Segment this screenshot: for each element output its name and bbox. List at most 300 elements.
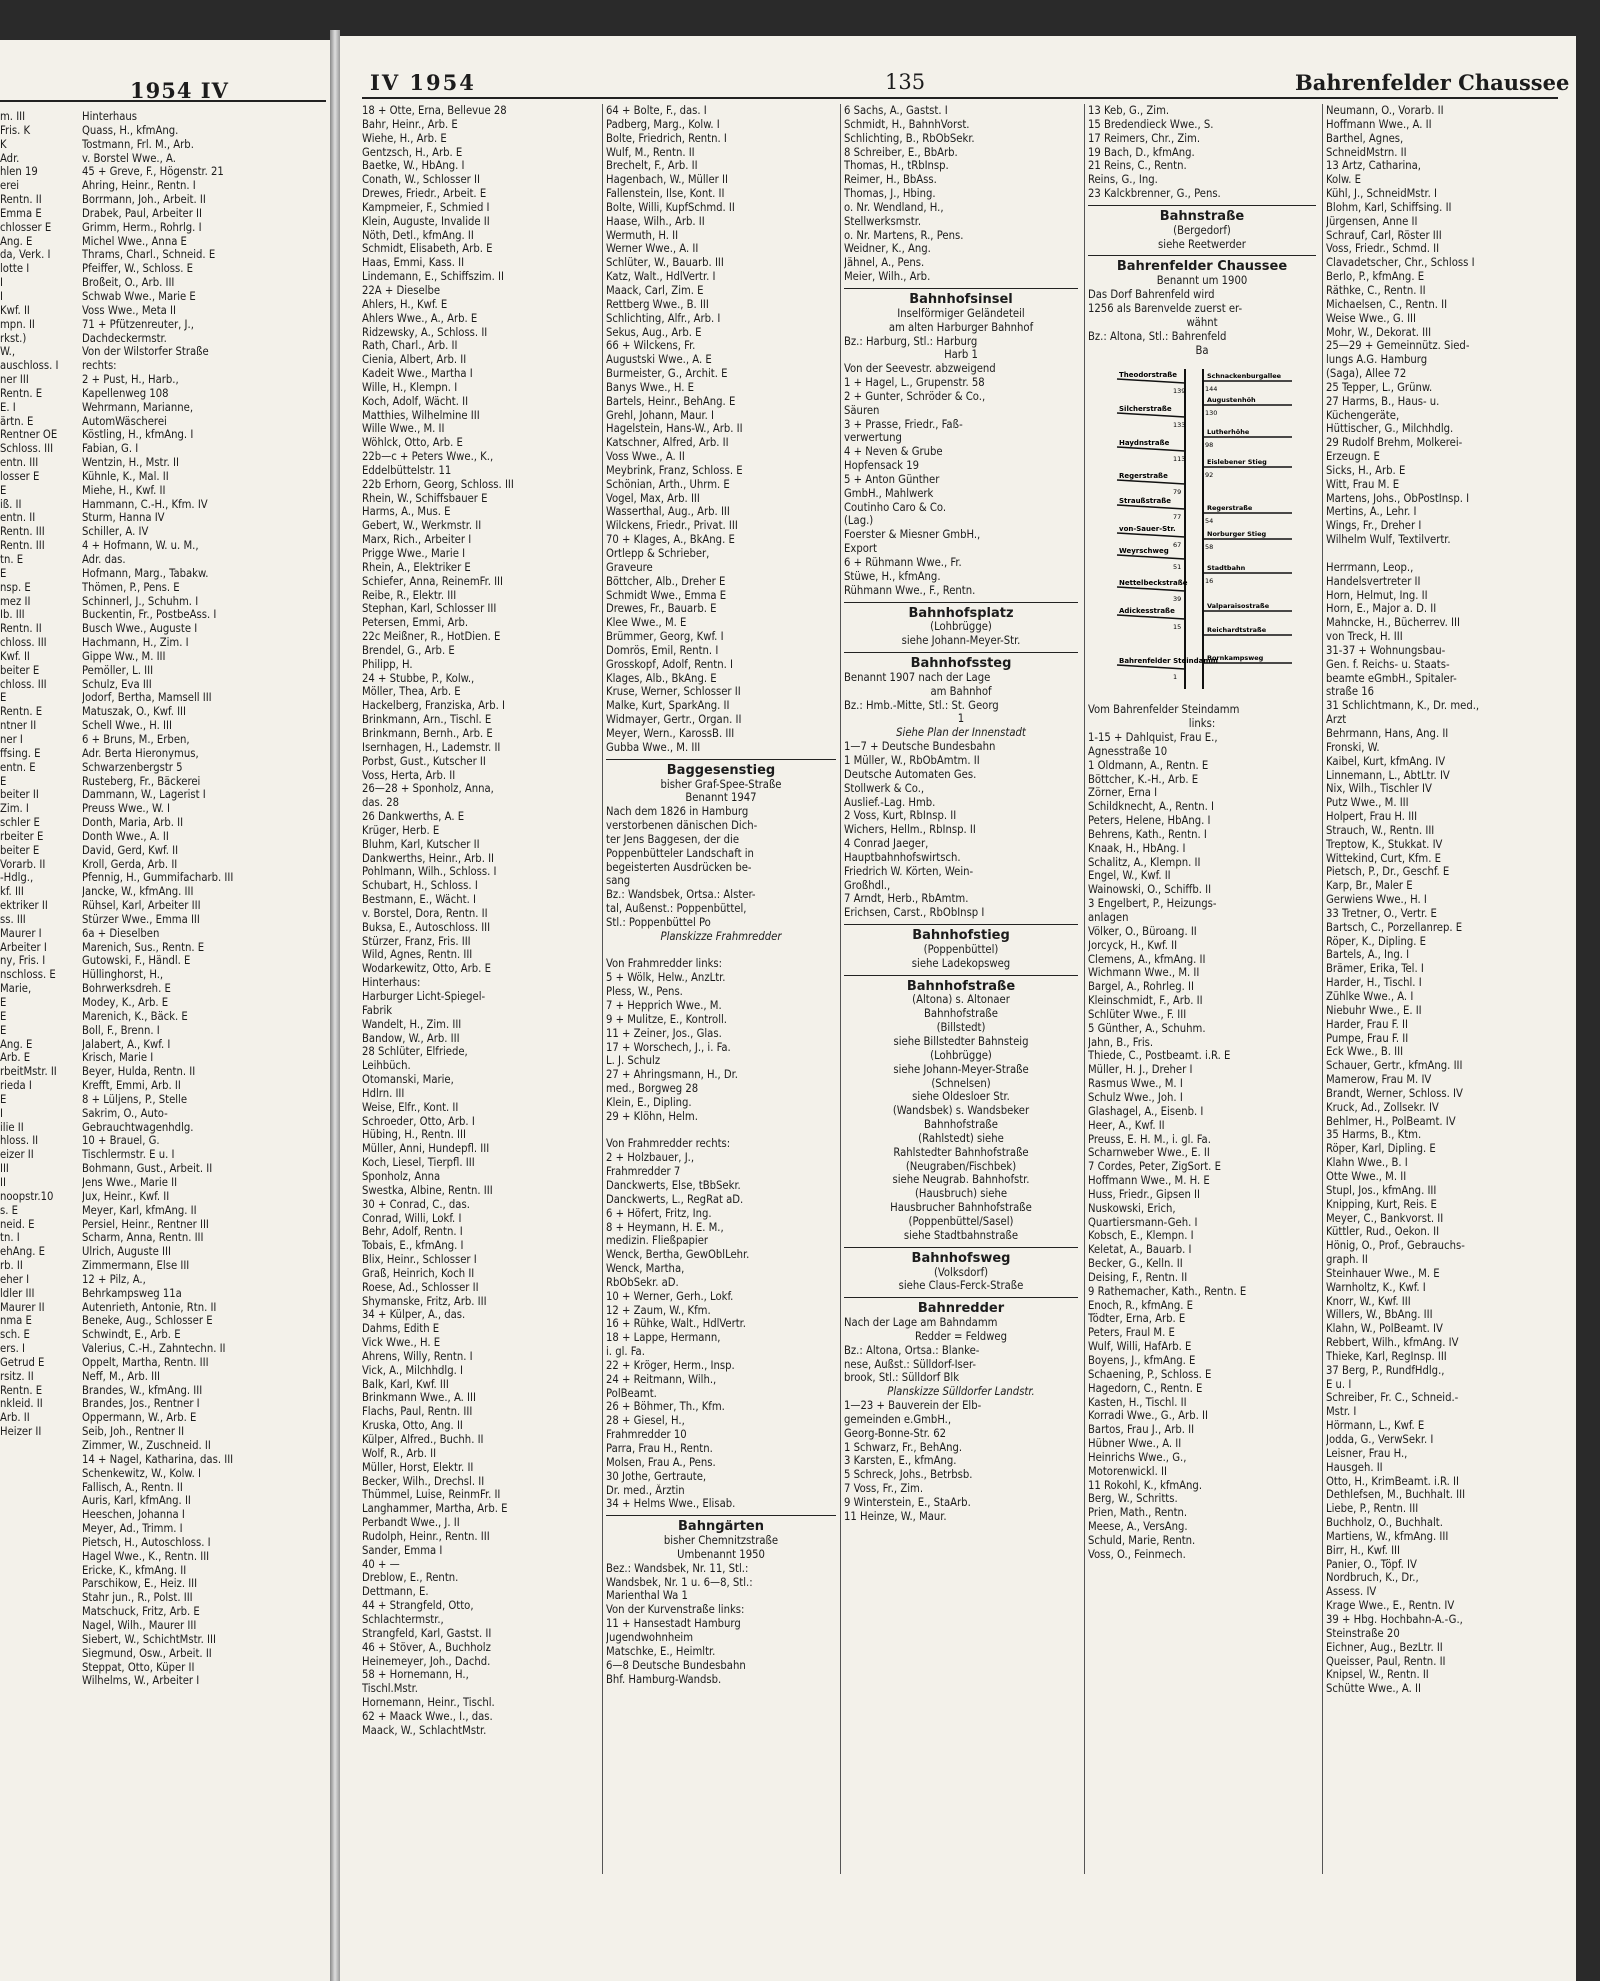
directory-entry: Brendel, G., Arb. E bbox=[362, 643, 455, 657]
directory-entry: 8 Schreiber, E., BbArb. bbox=[844, 145, 958, 159]
directory-entry: Schiefer, Anna, ReinemFr. III bbox=[362, 574, 503, 588]
directory-entry: Balk, Karl, Kwf. III bbox=[362, 1377, 449, 1391]
street-heading: Bahrenfelder Chaussee bbox=[1116, 259, 1288, 275]
directory-entry: Oppermann, W., Arb. E bbox=[82, 1411, 197, 1425]
directory-entry: 4 + Neven & Grube bbox=[844, 445, 943, 459]
directory-entry: Becker, Wilh., Drechsl. II bbox=[362, 1474, 485, 1488]
directory-entry: Klahn, W., PolBeamt. IV bbox=[1326, 1322, 1443, 1336]
directory-entry: Ang. E bbox=[0, 234, 33, 248]
directory-entry: Bandow, W., Arb. III bbox=[362, 1031, 460, 1045]
directory-entry: Broßeit, O., Arb. III bbox=[82, 276, 175, 290]
directory-entry: Matschuck, Fritz, Arb. E bbox=[82, 1605, 200, 1619]
directory-entry: Domrös, Emil, Rentn. I bbox=[606, 643, 719, 657]
directory-entry: Hammann, C.-H., Kfm. IV bbox=[82, 497, 208, 511]
directory-entry: Schlüter Wwe., F. III bbox=[1088, 1007, 1187, 1021]
directory-entry: E bbox=[0, 566, 7, 580]
section-rule bbox=[606, 759, 836, 760]
directory-entry: 24 + Reitmann, Wilh., bbox=[606, 1372, 717, 1386]
directory-entry: Keletat, A., Bauarb. I bbox=[1088, 1243, 1192, 1257]
directory-entry: Leihbüch. bbox=[362, 1059, 411, 1073]
directory-entry: Hdlrn. III bbox=[362, 1086, 405, 1100]
map-house-number: 79 bbox=[1173, 488, 1182, 497]
section-rule bbox=[844, 1247, 1078, 1248]
directory-entry: Malke, Kurt, SparkAng. II bbox=[606, 699, 730, 713]
directory-entry: Mstr. I bbox=[1326, 1405, 1357, 1419]
directory-entry: W., bbox=[0, 345, 16, 359]
directory-entry: ärtn. E bbox=[0, 414, 34, 428]
directory-entry: 22 + Kröger, Herm., Insp. bbox=[606, 1358, 735, 1372]
directory-entry: Rhein, A., Elektriker E bbox=[362, 560, 471, 574]
directory-entry: Jodda, G., VerwSekr. I bbox=[1326, 1433, 1434, 1446]
street-note: siehe Ladekopsweg bbox=[911, 956, 1011, 970]
directory-entry: Kapellenweg 108 bbox=[82, 386, 169, 400]
section-rule bbox=[844, 1297, 1078, 1298]
side-street-line bbox=[1117, 665, 1185, 669]
directory-entry: Brümmer, Georg, Kwf. I bbox=[606, 630, 724, 644]
directory-entry: Hörmann, L., Kwf. E bbox=[1326, 1419, 1425, 1433]
directory-entry: Wehrmann, Marianne, bbox=[82, 400, 194, 414]
directory-entry: Nach der Lage am Bahndamm bbox=[844, 1316, 998, 1330]
directory-entry: Dettmann, E. bbox=[362, 1585, 429, 1599]
directory-entry: Meyer, C., Bankvorst. II bbox=[1326, 1211, 1444, 1225]
directory-entry: Ridzewsky, A., Schloss. II bbox=[362, 325, 488, 339]
directory-entry: rieda I bbox=[0, 1079, 32, 1093]
street-heading: Bahnhofsinsel bbox=[909, 291, 1013, 307]
directory-entry: 6 + Rühmann Wwe., Fr. bbox=[844, 556, 962, 569]
map-street-label: Lutherhöhe bbox=[1207, 428, 1250, 437]
map-house-number: 67 bbox=[1173, 541, 1182, 550]
directory-entry: Kühnle, K., Mal. II bbox=[82, 469, 169, 483]
directory-entry: brook, Stl.: Sülldorf Blk bbox=[844, 1371, 960, 1385]
directory-entry: da, Verk. I bbox=[0, 248, 51, 262]
directory-entry: Bolte, Willi, KupfSchmd. II bbox=[606, 200, 735, 214]
directory-entry: s. E bbox=[0, 1203, 18, 1217]
directory-entry: Voss, O., Feinmech. bbox=[1088, 1547, 1186, 1561]
directory-entry: Wille Wwe., M. II bbox=[362, 422, 445, 436]
directory-entry: 5 Günther, A., Schuhm. bbox=[1088, 1021, 1206, 1035]
directory-entry: 14 + Nagel, Katharina, das. III bbox=[82, 1452, 234, 1466]
directory-entry: Adr. Berta Hieronymus, bbox=[82, 746, 199, 760]
directory-entry: Getrud E bbox=[0, 1355, 45, 1369]
directory-entry: v. Borstel, Dora, Rentn. II bbox=[362, 906, 488, 920]
directory-entry: Baetke, W., HbAng. I bbox=[362, 159, 465, 173]
directory-entry: Reibe, R., Elektr. III bbox=[362, 588, 457, 602]
directory-entry: Scharnweber Wwe., E. II bbox=[1088, 1146, 1210, 1160]
map-house-number: 77 bbox=[1173, 513, 1182, 522]
directory-entry: Frahmredder 7 bbox=[606, 1165, 681, 1179]
directory-entry: Katschner, Alfred, Arb. II bbox=[606, 436, 729, 450]
directory-entry: Bargel, A., Rohrleg. II bbox=[1088, 980, 1194, 994]
directory-entry: Thieke, Karl, RegInsp. III bbox=[1326, 1349, 1447, 1363]
directory-entry: Dankwerths, Heinr., Arb. II bbox=[362, 851, 495, 865]
directory-entry: Wilhelms, W., Arbeiter I bbox=[82, 1674, 200, 1688]
directory-entry: Thömen, P., Pens. E bbox=[82, 580, 180, 594]
directory-entry: Brechelt, F., Arb. II bbox=[606, 159, 698, 173]
directory-entry: Schubart, H., Schloss. I bbox=[362, 879, 478, 893]
directory-entry: Rasmus Wwe., M. I bbox=[1088, 1077, 1183, 1091]
directory-entry: Hübing, H., Rentn. III bbox=[362, 1128, 466, 1142]
directory-entry: Tischl.Mstr. bbox=[362, 1682, 418, 1696]
directory-entry bbox=[1326, 547, 1558, 561]
directory-entry: Scharm, Anna, Rentn. III bbox=[82, 1231, 204, 1245]
directory-entry: 22b—c + Peters Wwe., K., bbox=[362, 450, 494, 464]
map-street-label: Bahrenfelder Steindamm bbox=[1119, 657, 1218, 666]
directory-entry: Brandes, W., kfmAng. III bbox=[82, 1383, 203, 1397]
directory-entry: Bz.: Hmb.-Mitte, Stl.: St. Georg bbox=[844, 698, 999, 712]
directory-entry: 28 Schlüter, Elfriede, bbox=[362, 1045, 468, 1059]
section-rule bbox=[1088, 205, 1316, 206]
directory-entry: Conath, W., Schlosser II bbox=[362, 173, 480, 187]
directory-entry: Mamerow, Frau M. IV bbox=[1326, 1073, 1432, 1087]
directory-entry: Auris, Karl, kfmAng. II bbox=[82, 1494, 191, 1508]
directory-entry: Thiede, C., Postbeamt. i.R. E bbox=[1088, 1049, 1231, 1063]
directory-entry: Karp, Br., Maler E bbox=[1326, 879, 1413, 893]
directory-entry: Dachdeckermstr. bbox=[82, 331, 167, 345]
directory-entry: Zimmer, W., Zuschneid. II bbox=[82, 1439, 211, 1452]
directory-column-1 bbox=[362, 104, 597, 1738]
directory-entry: Schell Wwe., H. III bbox=[82, 719, 172, 733]
directory-entry: Thrams, Charl., Schneid. E bbox=[82, 248, 216, 262]
street-heading: Bahnhofstraße bbox=[906, 978, 1016, 994]
directory-entry: begeisterten Ausdrücken be- bbox=[606, 860, 752, 874]
directory-entry: Fallisch, A., Rentn. II bbox=[82, 1480, 183, 1494]
directory-entry: 33 Tretner, O., Vertr. E bbox=[1326, 906, 1437, 920]
directory-entry: Behrmann, Hans, Ang. II bbox=[1326, 726, 1449, 740]
directory-entry: Beyer, Hulda, Rentn. II bbox=[82, 1065, 196, 1079]
directory-entry: Fabian, G. I bbox=[82, 442, 139, 456]
directory-entry: Arbeiter I bbox=[0, 940, 47, 954]
directory-entry: K bbox=[0, 137, 7, 151]
directory-entry: Brandt, Werner, Schloss. IV bbox=[1326, 1086, 1463, 1100]
directory-entry: Rentn. III bbox=[0, 525, 45, 539]
directory-entry: Conrad, Willi, Lokf. I bbox=[362, 1211, 462, 1225]
directory-entry: 9 + Mulitze, E., Kontroll. bbox=[606, 1012, 728, 1026]
directory-entry: 26 Dankwerths, A. E bbox=[362, 810, 465, 824]
directory-entry: Rühsel, Karl, Arbeiter III bbox=[82, 899, 201, 913]
directory-entry: Jürgensen, Anne II bbox=[1326, 214, 1418, 228]
directory-entry: Schlichting, B., RbObSekr. bbox=[844, 131, 975, 145]
directory-entry: o. Nr. Wendland, H., bbox=[844, 200, 944, 214]
directory-entry: Emma E bbox=[0, 206, 42, 220]
directory-entry: Eichner, Aug., BezLtr. II bbox=[1326, 1640, 1443, 1654]
directory-entry: Kruska, Otto, Ang. II bbox=[362, 1419, 463, 1433]
directory-entry: Siebert, W., SchichtMstr. III bbox=[82, 1632, 216, 1646]
directory-entry: 17 + Worschech, J., i. Fa. bbox=[606, 1040, 731, 1054]
directory-entry: Peters, Fraul M. E bbox=[1088, 1326, 1175, 1340]
directory-entry: Schroeder, Otto, Arb. I bbox=[362, 1114, 475, 1128]
directory-entry: Fronski, W. bbox=[1326, 740, 1380, 754]
directory-entry: mez II bbox=[0, 594, 31, 608]
directory-entry: Graß, Heinrich, Koch II bbox=[362, 1266, 475, 1280]
directory-entry: Horn, Helmut, Ing. II bbox=[1326, 588, 1428, 602]
directory-entry: Ahlers Wwe., A., Arb. E bbox=[362, 311, 478, 325]
directory-entry: Wandelt, H., Zim. III bbox=[362, 1017, 462, 1031]
directory-entry: Oppelt, Martha, Rentn. III bbox=[82, 1355, 209, 1369]
directory-entry: ldler III bbox=[0, 1286, 35, 1300]
directory-entry: 8 + Heymann, H. E. M., bbox=[606, 1220, 724, 1234]
directory-entry: ny, Fris. I bbox=[0, 954, 46, 968]
street-note: (Hausbruch) siehe bbox=[914, 1187, 1008, 1201]
directory-entry: Bolte, Friedrich, Rentn. I bbox=[606, 131, 727, 145]
street-note: Umbenannt 1950 bbox=[677, 1547, 765, 1561]
directory-entry: Sicks, H., Arb. E bbox=[1326, 463, 1406, 477]
directory-entry: Bz.: Harburg, Stl.: Harburg bbox=[844, 334, 978, 348]
directory-entry: Marenich, K., Bäck. E bbox=[82, 1009, 188, 1023]
directory-entry: Busch Wwe., Auguste I bbox=[82, 622, 198, 636]
directory-entry: E bbox=[0, 691, 7, 705]
directory-entry: Von Frahmredder links: bbox=[606, 957, 723, 971]
street-note: siehe Claus-Ferck-Straße bbox=[898, 1279, 1024, 1293]
map-house-number: 54 bbox=[1205, 517, 1214, 526]
directory-entry: rb. II bbox=[0, 1259, 23, 1273]
directory-entry: Korradi Wwe., G., Arb. II bbox=[1088, 1409, 1208, 1423]
directory-entry: Autenrieth, Antonie, Rtn. II bbox=[82, 1300, 217, 1314]
directory-entry: Kwf. II bbox=[0, 649, 30, 663]
directory-entry: Böttcher, K.-H., Arb. E bbox=[1088, 772, 1199, 786]
directory-entry: Bohrwerksdreh. E bbox=[82, 982, 171, 996]
street-note: (Poppenbüttel/Sasel) bbox=[908, 1214, 1014, 1228]
directory-entry: Holpert, Frau H. III bbox=[1326, 810, 1418, 824]
directory-entry: Fabrik bbox=[362, 1003, 393, 1017]
directory-entry: Schmidt, H., BahnhVorst. bbox=[844, 117, 970, 131]
directory-entry: neid. E bbox=[0, 1217, 35, 1231]
directory-entry: hloss. II bbox=[0, 1134, 39, 1148]
section-rule bbox=[844, 652, 1078, 653]
map-house-number: 58 bbox=[1205, 543, 1214, 552]
directory-entry: Enoch, R., kfmAng. E bbox=[1088, 1298, 1193, 1312]
directory-entry: 58 + Hornemann, H., bbox=[362, 1668, 469, 1682]
directory-entry: Jähnel, A., Pens. bbox=[844, 256, 925, 270]
directory-entry: Borrmann, Joh., Arbeit. II bbox=[82, 193, 206, 207]
directory-entry: Deising, F., Rentn. II bbox=[1088, 1270, 1188, 1284]
directory-entry: Stl.: Poppenbüttel Po bbox=[606, 915, 711, 929]
directory-entry: Steinstraße 20 bbox=[1326, 1626, 1400, 1640]
directory-entry: 17 Reimers, Chr., Zim. bbox=[1088, 131, 1201, 145]
directory-entry: Schiller, A. IV bbox=[82, 525, 149, 539]
directory-entry: Knorr, W., Kwf. III bbox=[1326, 1294, 1411, 1308]
directory-entry: Meyer, Karl, kfmAng. II bbox=[82, 1203, 197, 1217]
directory-entry: Motorenwickl. II bbox=[1088, 1464, 1167, 1478]
directory-entry: ektriker II bbox=[0, 899, 48, 913]
directory-entry: Schrauf, Carl, Röster III bbox=[1326, 228, 1442, 242]
directory-entry: Becker, G., Kelln. II bbox=[1088, 1257, 1183, 1271]
directory-entry: beiter E bbox=[0, 663, 40, 677]
section-rule bbox=[844, 924, 1078, 925]
directory-entry: Roese, Ad., Schlosser II bbox=[362, 1280, 479, 1294]
map-street-label: Adickesstraße bbox=[1119, 607, 1175, 616]
directory-entry: Schlachtermstr., bbox=[362, 1612, 444, 1626]
map-street-label: Augustenhöh bbox=[1207, 396, 1256, 405]
directory-entry: Hüllinghorst, H., bbox=[82, 968, 164, 982]
side-street-line bbox=[1117, 505, 1185, 509]
directory-entry: Wings, Fr., Dreher I bbox=[1326, 519, 1422, 533]
directory-entry: Schwarzenbergstr 5 bbox=[82, 760, 183, 774]
directory-entry: rsitz. II bbox=[0, 1369, 34, 1383]
directory-entry: Voss, Herta, Arb. II bbox=[362, 768, 456, 782]
directory-entry: 2 Voss, Kurt, RbInsp. II bbox=[844, 809, 957, 823]
directory-entry: Rentn. II bbox=[0, 193, 42, 207]
directory-entry: I bbox=[0, 1106, 3, 1120]
directory-entry: mpn. II bbox=[0, 317, 35, 331]
directory-entry: Schauer, Gertr., kfmAng. III bbox=[1326, 1059, 1463, 1073]
directory-entry: Behlmer, H., PolBeamt. IV bbox=[1326, 1114, 1456, 1128]
directory-entry: 1 + Hagel, L., Grupenstr. 58 bbox=[844, 376, 985, 390]
directory-entry: Bhf. Hamburg-Wandsb. bbox=[606, 1672, 722, 1686]
directory-entry: Kruck, Ad., Zollsekr. IV bbox=[1326, 1100, 1439, 1114]
directory-entry: Völker, O., Büroang. II bbox=[1088, 924, 1197, 938]
directory-entry: Pumpe, Frau F. II bbox=[1326, 1031, 1409, 1045]
directory-entry: Wichmann Wwe., M. II bbox=[1088, 966, 1200, 980]
map-street-label: Regerstraße bbox=[1119, 472, 1168, 481]
directory-entry: verstorbenen dänischen Dich- bbox=[606, 819, 758, 833]
directory-entry: Wodarkewitz, Otto, Arb. E bbox=[362, 962, 491, 976]
directory-entry: chlosser E bbox=[0, 220, 52, 234]
street-note: links: bbox=[1188, 717, 1216, 731]
directory-entry: lungs A.G. Hamburg bbox=[1326, 353, 1428, 367]
directory-entry: Mertins, A., Lehr. I bbox=[1326, 505, 1417, 519]
directory-entry: Buchholz, O., Buchhalt. bbox=[1326, 1516, 1443, 1530]
directory-entry: Blohm, Karl, Schiffsing. II bbox=[1326, 200, 1452, 214]
directory-entry: Matthies, Wilhelmine III bbox=[362, 408, 480, 422]
directory-entry: Siegmund, Osw., Arbeit. II bbox=[82, 1646, 212, 1660]
directory-entry: Schönian, Arth., Uhrm. E bbox=[606, 477, 730, 491]
directory-entry: Von der Kurvenstraße links: bbox=[606, 1603, 745, 1617]
directory-entry: Fallenstein, Ilse, Kont. II bbox=[606, 187, 725, 201]
directory-entry: losser E bbox=[0, 469, 40, 483]
directory-entry: Nöth, Detl., kfmAng. II bbox=[362, 228, 474, 242]
page-number: 135 bbox=[885, 70, 926, 94]
directory-entry: Grehl, Johann, Maur. I bbox=[606, 408, 714, 422]
directory-entry: Nuskowski, Erich, bbox=[1088, 1201, 1176, 1215]
directory-entry: Dammann, W., Lagerist I bbox=[82, 788, 206, 802]
directory-entry: Rettberg Wwe., B. III bbox=[606, 297, 709, 311]
directory-entry: Parschikow, E., Heiz. III bbox=[82, 1577, 198, 1591]
directory-entry: Bartels, Heinr., BehAng. E bbox=[606, 394, 736, 408]
directory-entry: Zörner, Erna I bbox=[1088, 786, 1158, 800]
directory-entry: Adr. das. bbox=[82, 553, 126, 566]
directory-entry: Dahms, Edith E bbox=[362, 1322, 440, 1336]
directory-column-5 bbox=[1326, 104, 1558, 1696]
directory-entry: nkleid. II bbox=[0, 1397, 43, 1411]
section-rule bbox=[844, 602, 1078, 603]
directory-entry: Haas, Emmi, Kass. II bbox=[362, 256, 465, 270]
directory-entry: Meyer, Ad., Trimm. I bbox=[82, 1522, 183, 1536]
directory-entry: Brinkmann, Bernh., Arb. E bbox=[362, 726, 493, 740]
side-street-line bbox=[1117, 447, 1185, 451]
directory-entry: m. III bbox=[0, 110, 26, 123]
directory-entry: 3 Engelbert, P., Heizungs- bbox=[1088, 897, 1217, 911]
directory-entry: Schwindt, E., Arb. E bbox=[82, 1328, 181, 1342]
directory-entry: 1-15 + Dahlquist, Frau E., bbox=[1088, 731, 1218, 745]
directory-entry: eher I bbox=[0, 1272, 30, 1286]
directory-entry: Arzt bbox=[1326, 713, 1347, 727]
directory-entry: Jorcyck, H., Kwf. II bbox=[1088, 938, 1178, 952]
directory-entry: Grosskopf, Adolf, Rentn. I bbox=[606, 657, 733, 671]
directory-entry: Graveure bbox=[606, 560, 653, 574]
map-street-label: Straußstraße bbox=[1119, 497, 1172, 506]
map-street-label: Norburger Stieg bbox=[1207, 530, 1267, 539]
street-note: (Neugraben/Fischbek) bbox=[905, 1159, 1017, 1173]
directory-entry: Röper, Karl, Dipling. E bbox=[1326, 1142, 1436, 1156]
directory-entry: Weise Wwe., G. III bbox=[1326, 311, 1416, 325]
directory-entry: tn. I bbox=[0, 1231, 20, 1245]
directory-entry: Persiel, Heinr., Rentner III bbox=[82, 1217, 209, 1231]
map-house-number: 39 bbox=[1173, 595, 1182, 604]
directory-entry: AutomWäscherei bbox=[82, 414, 167, 428]
directory-entry: Heizer II bbox=[0, 1425, 42, 1439]
directory-entry: Agnesstraße 10 bbox=[1088, 744, 1168, 758]
directory-entry: lotte I bbox=[0, 262, 30, 276]
directory-entry: v. Borstel Wwe., A. bbox=[82, 151, 176, 165]
directory-entry: 9 Rathemacher, Kath., Rentn. E bbox=[1088, 1284, 1247, 1298]
directory-entry: Lindemann, E., Schiffszim. II bbox=[362, 270, 504, 284]
directory-entry: Wilhelm Wulf, Textilvertr. bbox=[1326, 533, 1451, 547]
directory-entry: Jodorf, Bertha, Mamsell III bbox=[82, 691, 212, 705]
directory-entry: Panier, O., Töpf. IV bbox=[1326, 1557, 1417, 1571]
directory-entry: 71 + Pfützenreuter, J., bbox=[82, 317, 194, 331]
directory-entry: Heeschen, Johanna I bbox=[82, 1508, 185, 1522]
directory-entry: Clavadetscher, Chr., Schloss I bbox=[1326, 256, 1475, 270]
directory-entry: Wenck, Martha, bbox=[606, 1262, 685, 1276]
directory-entry: Hausgeh. II bbox=[1326, 1460, 1383, 1474]
directory-entry: Nach dem 1826 in Hamburg bbox=[606, 805, 749, 819]
directory-entry: Voss Wwe., A. II bbox=[606, 450, 685, 464]
directory-entry: Huss, Friedr., Gipsen II bbox=[1088, 1187, 1200, 1201]
directory-entry: beamte eGmbH., Spitaler- bbox=[1326, 671, 1457, 685]
directory-entry: Deutsche Automaten Ges. bbox=[844, 767, 977, 781]
directory-column-2 bbox=[606, 104, 836, 1686]
directory-entry: nschloss. E bbox=[0, 968, 56, 982]
map-house-number: 144 bbox=[1205, 385, 1218, 394]
directory-entry: Thomas, H., tRbInsp. bbox=[844, 159, 949, 173]
directory-entry: L. J. Schulz bbox=[606, 1054, 661, 1068]
directory-entry: Pohlmann, Wilh., Schloss. I bbox=[362, 865, 497, 879]
directory-entry: 9 Winterstein, E., StaArb. bbox=[844, 1496, 971, 1509]
directory-entry: 5 + Wölk, Helw., AnzLtr. bbox=[606, 971, 726, 985]
directory-entry: Preuss, E. H. M., i. gl. Fa. bbox=[1088, 1132, 1211, 1146]
directory-entry: Das Dorf Bahrenfeld wird bbox=[1088, 288, 1215, 302]
directory-entry: Parra, Frau H., Rentn. bbox=[606, 1442, 713, 1455]
directory-entry: Drabek, Paul, Arbeiter II bbox=[82, 206, 202, 220]
directory-entry: Müller, H. J., Dreher I bbox=[1088, 1063, 1193, 1077]
directory-entry: Schmidt, Elisabeth, Arb. E bbox=[362, 242, 493, 256]
map-street-label: Schnackenburgallee bbox=[1207, 372, 1282, 381]
directory-entry: 30 Jothe, Gertraute, bbox=[606, 1469, 707, 1483]
directory-entry: Petersen, Emmi, Arb. bbox=[362, 616, 469, 630]
directory-entry: Bohmann, Gust., Arbeit. II bbox=[82, 1162, 213, 1176]
directory-entry: Schmidt Wwe., Emma E bbox=[606, 588, 727, 602]
directory-entry: Hagedorn, C., Rentn. E bbox=[1088, 1381, 1203, 1395]
directory-entry: Pietsch, H., Autoschloss. I bbox=[82, 1535, 211, 1549]
directory-entry: Marie, bbox=[0, 982, 32, 996]
directory-entry: Erichsen, Carst., RbObInsp I bbox=[844, 906, 985, 920]
directory-entry: Hoffmann Wwe., M. H. E bbox=[1088, 1174, 1210, 1188]
directory-entry: chloss. III bbox=[0, 636, 47, 650]
directory-entry: Marenich, Sus., Rentn. E bbox=[82, 940, 205, 954]
directory-entry: Eck Wwe., B. III bbox=[1326, 1045, 1404, 1059]
street-note: bisher Graf-Spee-Straße bbox=[660, 777, 782, 791]
map-street-label: Weyrschweg bbox=[1119, 547, 1169, 556]
directory-entry: 7 + Hepprich Wwe., M. bbox=[606, 999, 722, 1012]
street-note: siehe Reetwerder bbox=[1158, 237, 1246, 251]
directory-entry: Mohr, W., Dekorat. III bbox=[1326, 325, 1432, 339]
directory-entry: 7 Arndt, Herb., RbAmtm. bbox=[844, 892, 969, 906]
directory-entry: sang bbox=[606, 874, 631, 888]
directory-entry: Krüger, Herb. E bbox=[362, 823, 440, 837]
directory-entry: Handelsvertreter II bbox=[1326, 574, 1421, 588]
directory-entry: 13 Artz, Catharina, bbox=[1326, 159, 1422, 173]
map-street-label: Valparaisostraße bbox=[1207, 602, 1270, 611]
